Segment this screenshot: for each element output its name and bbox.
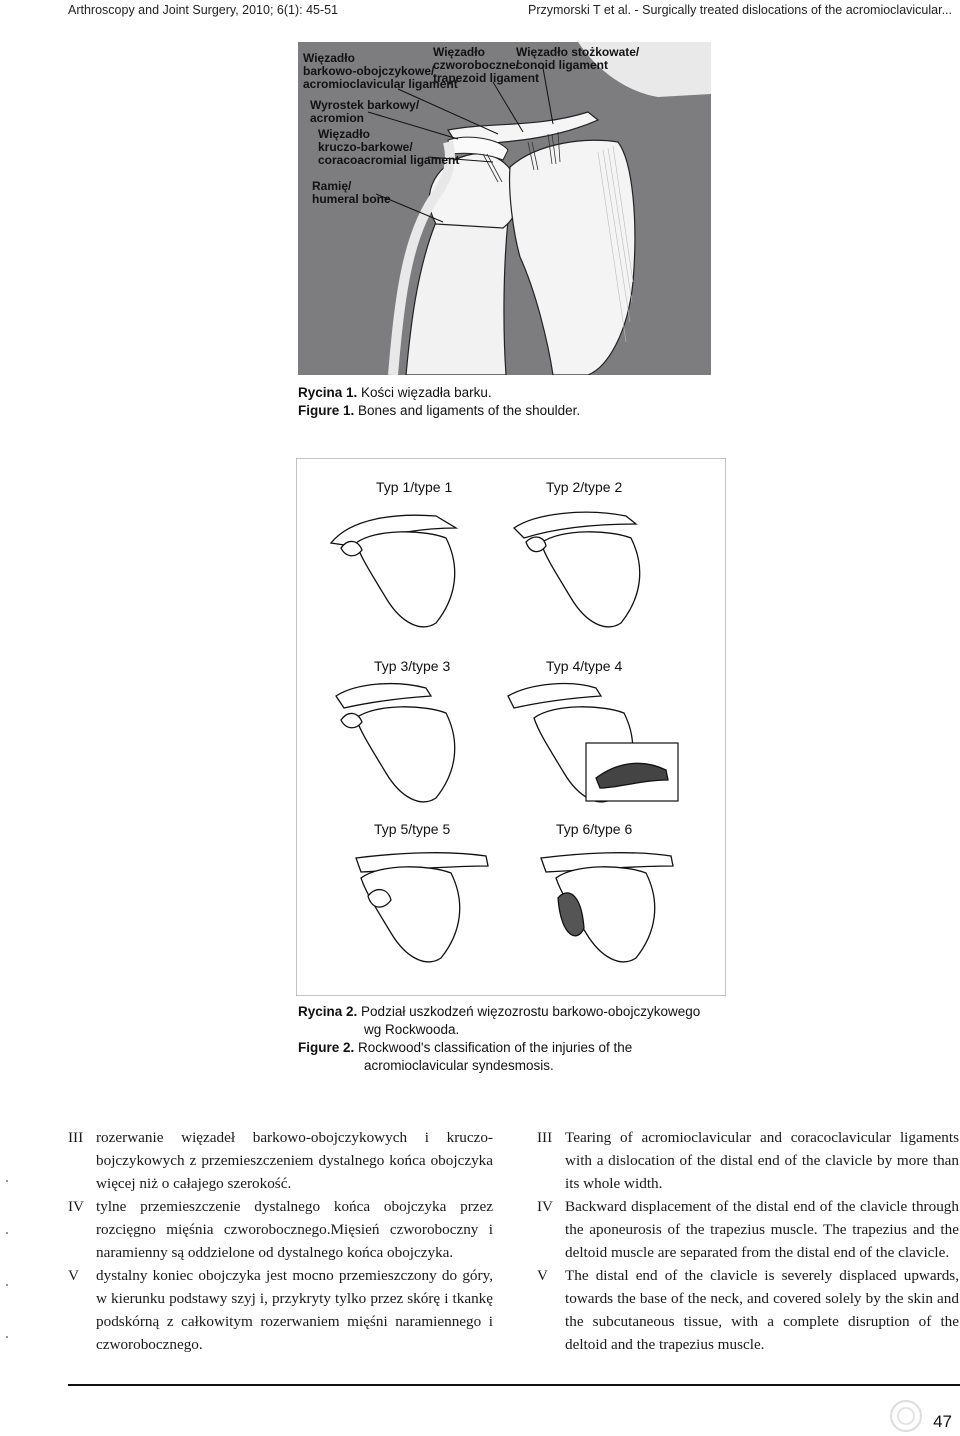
label-acromioclavicular-2: barkowo-obojczykowe/ (303, 64, 435, 78)
page-number: 47 (933, 1412, 952, 1431)
figure-2-caption-en-2: acromioclavicular syndesmosis. (364, 1058, 554, 1073)
item-text: The distal end of the clavicle is severely displaced upwards, towards the base of the neck, and covered solely by the skin and the subcutaneous tissue, with a complete disruption of the deltoid and the trapezius muscle. (565, 1267, 959, 1353)
margin-mark (6, 1232, 8, 1234)
panel-label-type-1: Typ 1/type 1 (376, 479, 453, 495)
panel-label-type-5: Typ 5/type 5 (374, 821, 451, 837)
margin-mark (6, 1284, 8, 1286)
watermark-logo-icon (886, 1398, 926, 1434)
figure-1-shoulder-illustration (298, 42, 711, 375)
running-header (0, 0, 960, 22)
list-item-en-iv (537, 1195, 959, 1264)
right-column-english (537, 1126, 959, 1356)
list-item-en-v (537, 1264, 959, 1356)
left-column-polish (68, 1126, 493, 1356)
figure-1-caption (298, 384, 580, 420)
label-conoid-2: conoid ligament (516, 58, 609, 72)
item-number: IV (68, 1198, 85, 1215)
panel-label-type-3: Typ 3/type 3 (374, 658, 451, 674)
figure-1-caption-en-label: Figure 1. (298, 403, 355, 418)
item-text: rozerwanie więzadeł barkowo-obojczykowych i kruczo-bojczykowych z przemieszczeniem dystalnego końca obojczyka więcej niż o całajego szerokość. (96, 1129, 493, 1192)
footer-rule (68, 1384, 960, 1386)
label-coracoacromial-1: Więzadło (318, 127, 370, 141)
item-text: dystalny koniec obojczyka jest mocno przemieszczony do góry, w kierunku podstawy szyj i, przykryty tylko przez skórę i tkankę podskórną z całkowitym rozerwaniem mięśni naramiennego i czworobocznego. (96, 1267, 493, 1353)
article-running-title: Przymorski T et al. - Surgically treated dislocations of the acromioclavicular... (527, 3, 952, 17)
figure-2-caption-en-1: Rockwood's classification of the injuries of the (358, 1040, 633, 1055)
item-text: Backward displacement of the distal end of the clavicle through the aponeurosis of the trapezius muscle. The trapezius and the deltoid muscle are separated from the distal end of the clavicle. (565, 1198, 959, 1261)
label-humeral-2: humeral bone (312, 192, 391, 206)
list-item-pl-iii (68, 1126, 493, 1195)
label-acromioclavicular-1: Więzadło (303, 51, 355, 65)
label-humeral-1: Ramię/ (312, 179, 352, 193)
label-coracoacromial-3: coracoacromial ligament (318, 153, 460, 167)
figure-2-caption-pl-2: wg Rockwooda. (364, 1022, 460, 1037)
label-trapezoid-2: czworoboczne/ (433, 58, 520, 72)
label-trapezoid-3: trapezoid ligament (433, 71, 540, 85)
figure-2-caption-pl-label: Rycina 2. (298, 1004, 358, 1019)
item-number: V (68, 1267, 79, 1284)
label-acromioclavicular-3: acromioclavicular ligament (303, 77, 458, 91)
label-coracoacromial-2: kruczo-barkowe/ (318, 140, 413, 154)
figure-1-caption-pl: Kości więzadła barku. (361, 385, 492, 400)
panel-label-type-4: Typ 4/type 4 (546, 658, 623, 674)
margin-mark (6, 1336, 8, 1338)
list-item-en-iii (537, 1126, 959, 1195)
item-text: tylne przemieszczenie dystalnego końca obojczyka przez rozcięgno mięśnia czworobocznego.Mięsień czworoboczny i naramienny są oddzielone od dystalnego końca obojczyka. (96, 1198, 493, 1261)
label-acromion-2: acromion (310, 111, 365, 125)
item-text: Tearing of acromioclavicular and coracoclavicular ligaments with a dislocation of the distal end of the clavicle by more than its whole width. (565, 1129, 959, 1192)
item-number: III (537, 1129, 553, 1146)
journal-citation: Arthroscopy and Joint Surgery, 2010; 6(1): 45-51 (68, 3, 339, 17)
figure-2-caption-pl-1: Podział uszkodzeń więzozrostu barkowo-obojczykowego (361, 1004, 701, 1019)
item-number: III (68, 1129, 84, 1146)
figure-2-caption (298, 1003, 700, 1075)
figure-2-caption-en-label: Figure 2. (298, 1040, 355, 1055)
item-number: IV (537, 1198, 554, 1215)
list-item-pl-iv (68, 1195, 493, 1264)
margin-mark (6, 1180, 8, 1182)
item-number: V (537, 1267, 548, 1284)
figure-2-rockwood-panels (296, 458, 726, 996)
label-trapezoid-1: Więzadło (433, 45, 485, 59)
list-item-pl-v (68, 1264, 493, 1356)
label-conoid-1: Więzadło stożkowate/ (516, 45, 640, 59)
label-acromion-1: Wyrostek barkowy/ (310, 98, 420, 112)
panel-label-type-6: Typ 6/type 6 (556, 821, 633, 837)
figure-1-caption-en: Bones and ligaments of the shoulder. (358, 403, 581, 418)
figure-1-caption-pl-label: Rycina 1. (298, 385, 358, 400)
panel-label-type-2: Typ 2/type 2 (546, 479, 623, 495)
